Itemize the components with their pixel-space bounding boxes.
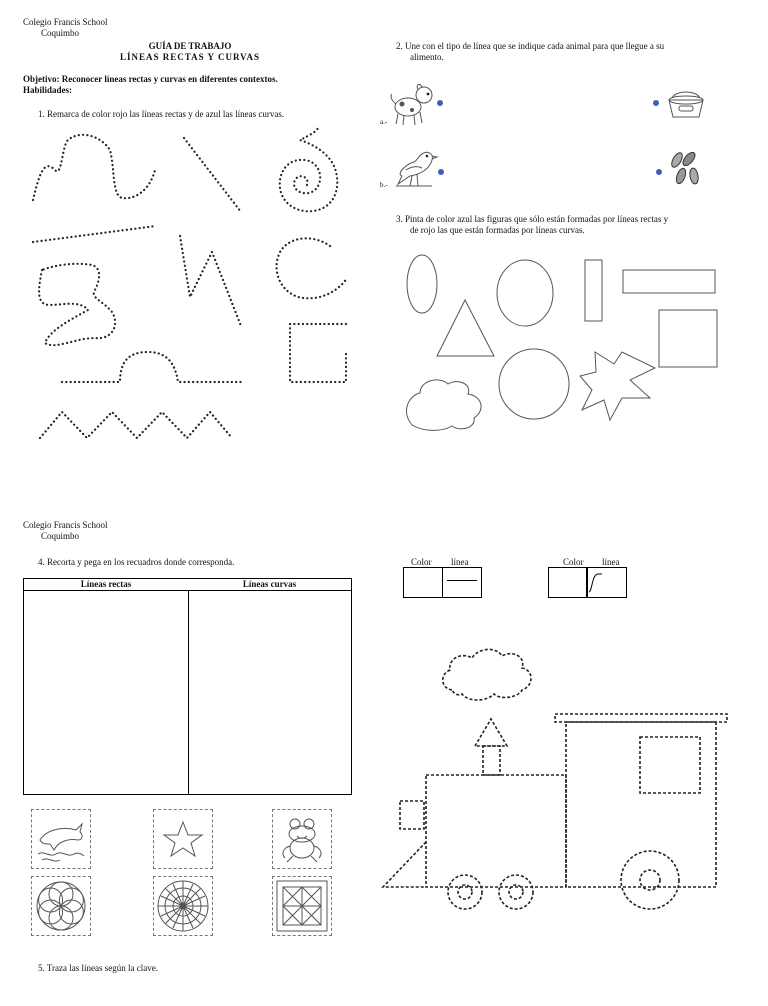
headlight [400,801,424,829]
key-line-label-1: línea [451,557,469,567]
question-3-line-1: 3. Pinta de color azul las figuras que sólo están formadas por líneas rectas y [396,214,669,224]
chimney-roof [475,719,507,746]
column-curved-lines: Líneas curvas [188,579,351,591]
cab-roof [555,714,727,722]
column-straight-lines: Líneas rectas [24,579,188,591]
cab-body [566,722,716,887]
school-city: Coquimbo [41,28,80,38]
worksheet-title: GUÍA DE TRABAJO [148,41,232,51]
small-wheel-1 [448,875,482,909]
question-2-line-1: 2. Une con el tipo de línea que se indique cada animal para que llegue a su [396,41,665,51]
cab-window [640,737,700,793]
skills-label: Habilidades: [23,85,73,95]
objective-text: Reconocer líneas rectas y curvas en diferentes contextos. [61,74,278,84]
item-a-label: a.- [380,118,388,126]
key-line-label-2: línea [602,557,620,567]
school-name-page-2: Colegio Francis School [23,520,108,530]
cow-catcher [383,842,426,887]
item-b-label: b.- [380,181,388,189]
cloud-outline [443,649,531,700]
key-color-label-1: Color [411,557,432,567]
question-2-line-2: alimento. [410,52,444,62]
question-3-line-2: de rojo las que están formadas por líneas curvas. [410,225,585,235]
question-5: 5. Traza las líneas según la clave. [38,963,158,973]
question-4: 4. Recorta y pega en los recuadros donde corresponda. [38,557,235,567]
key-color-label-2: Color [563,557,584,567]
chimney [483,746,500,775]
worksheet-subtitle: LÍNEAS RECTAS Y CURVAS [120,52,260,62]
school-name: Colegio Francis School [23,17,108,27]
question-1: 1. Remarca de color rojo las líneas rectas y de azul las líneas curvas. [38,109,285,119]
boiler [426,775,566,887]
large-wheel [621,851,679,909]
objective-label: Objetivo: [23,74,60,84]
small-wheel-2 [499,875,533,909]
school-city-page-2: Coquimbo [41,531,80,541]
